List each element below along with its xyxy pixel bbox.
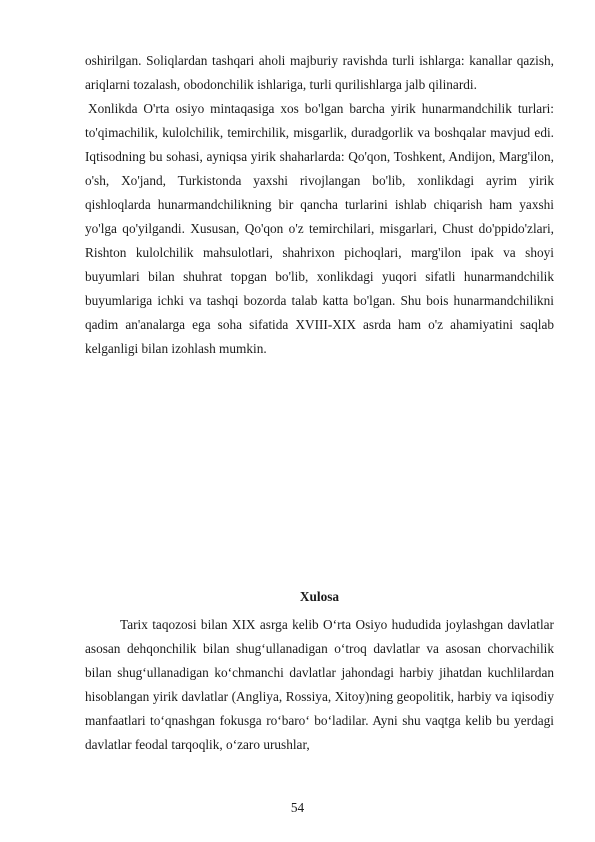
paragraph-crafts: Xonlikda O'rta osiyo mintaqasiga xos bo'lgan barcha yirik hunarmandchilik turlari: to'qimachilik, kulolchilik, temirchilik, misgarlik, duradgorlik va boshqalar mavjud edi. Iqtisodning bu sohasi, ayniqsa yirik shaharlarda: Qo'qon, Toshkent, Andijon, Marg'ilon, o'sh, Xo'jand, Turkistonda yaxshi rivojlangan bo'lib, xonlikdagi ayrim yirik qishloqlarda hunarmandchilikning bir qancha turlarini ishlab chiqarish ham yaxshi yo'lga qo'yilgandi. Xususan, Qo'qon o'z temirchilari, misgarlari, Chust do'ppido'zlari, Rishton kulolchilik mahsulotlari, shahrixon pichoqlari, marg'ilon ipak va shoyi buyumlari bilan shuhrat topgan bo'lib, xonlikdagi yuqori sifatli hunarmandchilik buyumlariga ichki va tashqi bozorda talab katta bo'lgan. Shu bois hunarmandchilikni qadim an'analarga ega soha sifatida XVIII-XIX asrda ham o'z ahamiyatini saqlab kelganligi bilan izohlash mumkin.: [85, 101, 554, 356]
page-number: 54: [290, 800, 305, 815]
paragraph-taxes: oshirilgan. Soliqlardan tashqari aholi majburiy ravishda turli ishlarga: kanallar qazish, ariqlarni tozalash, obodonchilik ishlariga, turli qurilishlarga jalb qilinardi.: [85, 53, 554, 92]
paragraph-conclusion: Tarix taqozosi bilan XIX asrga kelib O‘rta Osiyo hududida joylashgan davlatlar asosan dehqonchilik bilan shug‘ullanadigan o‘troq davlatlar va asosan chorvachilik bilan shug‘ullanadigan ko‘chmanchi davlatlar jahondagi harbiy jihatdan kuchlilardan hisoblangan yirik davlatlar (Angliya, Rossiya, Xitoy)ning geopolitik, harbiy va iqisodiy manfaatlari to‘qnashgan fokusga ro‘baro‘ bo‘ladilar. Ayni shu vaqtga kelib bu yerdagi davlatlar feodal tarqoqlik, o‘zaro urushlar,: [85, 617, 554, 752]
section-heading: Xulosa: [299, 589, 340, 604]
